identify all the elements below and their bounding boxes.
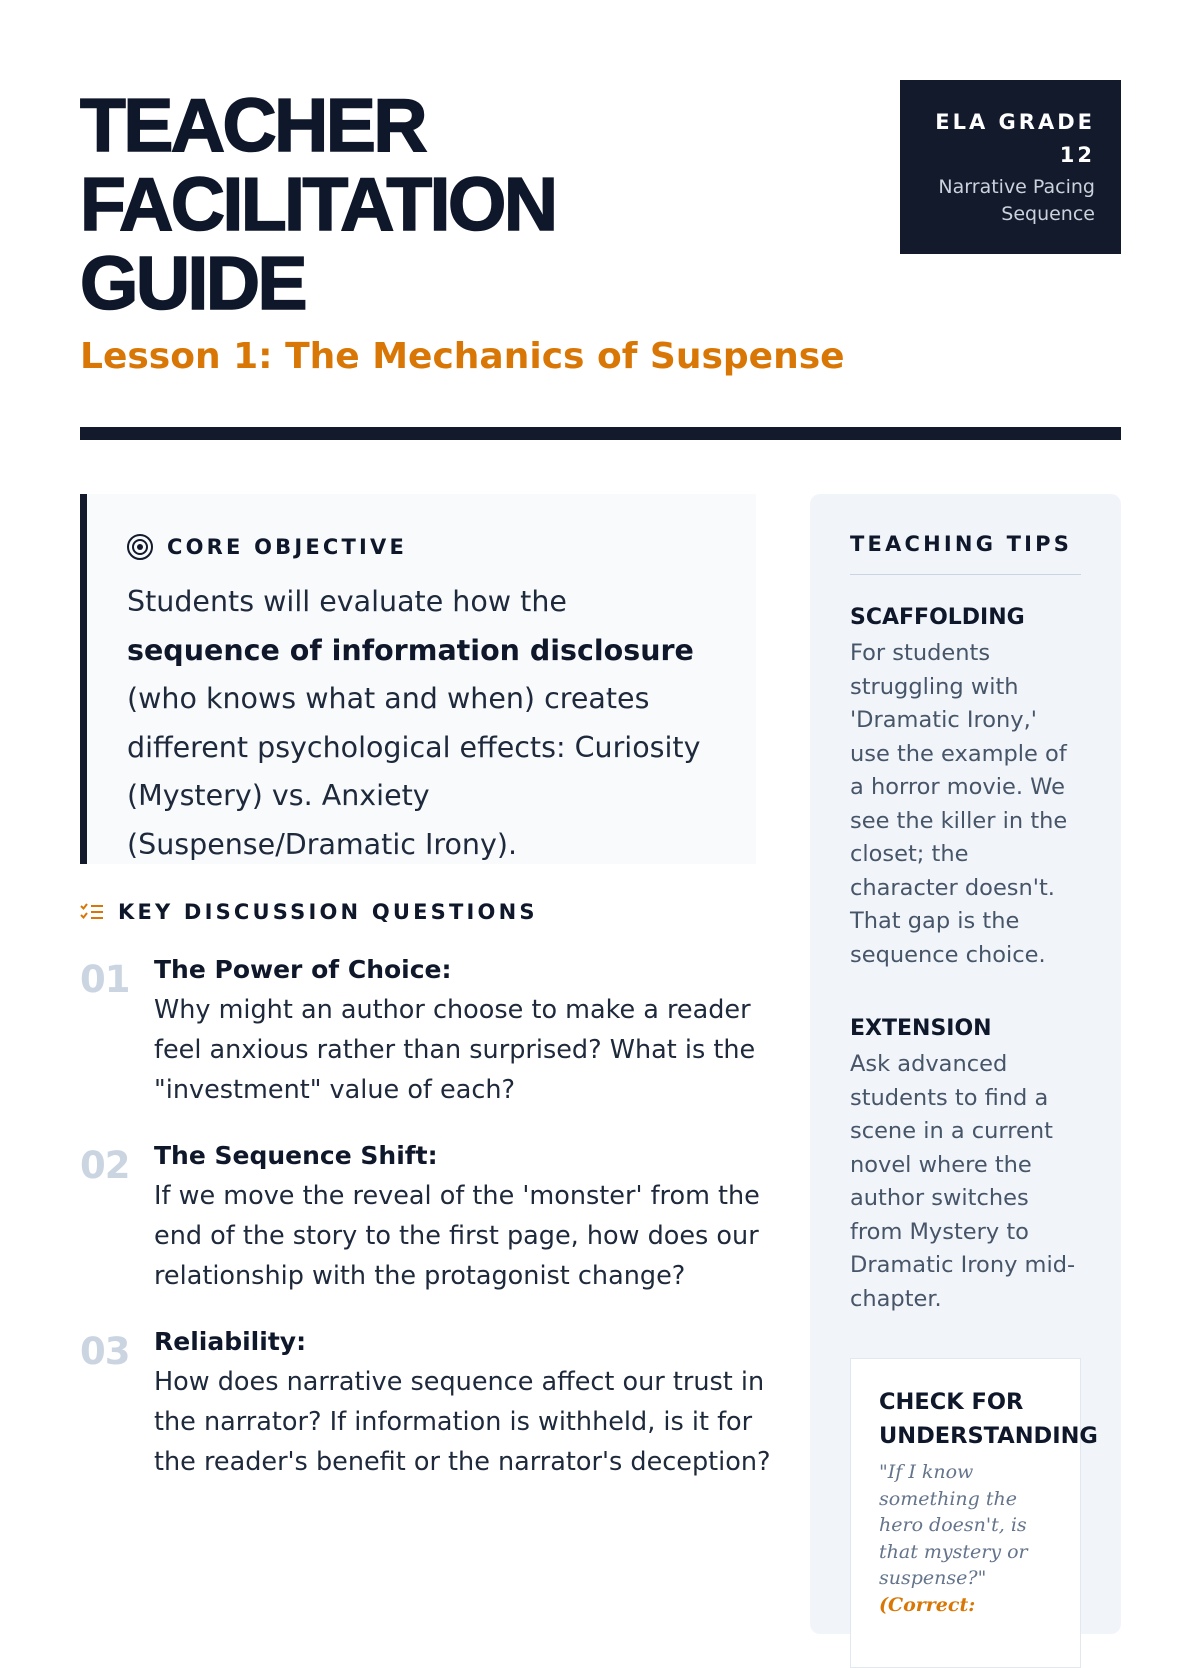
question-number: 02 [80,1144,130,1187]
check-title [879,1385,1098,1453]
question-item [80,1322,780,1482]
grade-badge [900,80,1121,254]
objective-text-part: Students will evaluate how the [127,585,567,618]
core-objective-header [127,534,726,560]
check-title-line: CHECK FOR [879,1389,1024,1415]
header-divider [80,427,1121,440]
grade-subtitle [910,174,1095,228]
question-text: If we move the reveal of the 'monster' from the end of the story to the first page, how does our relationship with the protagonist change? [154,1181,760,1291]
tip-text: Ask advanced students to find a scene in a current novel where the author switches from Mystery to Dramatic Irony mid-chapter. [850,1051,1076,1312]
guide-title [80,83,780,325]
question-title: The Power of Choice: [154,955,452,984]
grade-label [910,106,1095,172]
grade-subtitle-line: Narrative Pacing [938,176,1095,198]
question-title: Reliability: [154,1327,307,1356]
checklist-icon [80,902,104,922]
tip-title: SCAFFOLDING [850,605,1025,630]
check-title-line: UNDERSTANDING [879,1423,1098,1449]
tip-text: For students struggling with 'Dramatic Irony,' use the example of a horror movie. We see the killer in the closet; the character doesn't. That gap is the sequence choice. [850,640,1068,968]
check-answer: (Correct: [879,1593,976,1616]
title-line: TEACHER [80,83,426,167]
grade-subtitle-line: Sequence [1001,203,1095,225]
lesson-title: Lesson 1: The Mechanics of Suspense [80,336,845,377]
question-text: How does narrative sequence affect our trust in the narrator? If information is withheld, is it for the reader's benefit or the narrator's deception? [154,1367,771,1477]
title-line: FACILITATION [80,162,556,246]
question-item [80,1136,780,1296]
core-objective-panel [80,494,756,864]
grade-label-line: ELA GRADE [935,110,1095,134]
question-text: Why might an author choose to make a reader feel anxious rather than surprised? What is the "investment" value of each? [154,995,756,1105]
question-item [80,950,780,1110]
check-quote: "If I know something the hero doesn't, is that mystery or suspense?" [879,1461,1028,1589]
teaching-tips-heading: TEACHING TIPS [850,532,1081,575]
target-icon [127,534,153,560]
discussion-questions-heading: KEY DISCUSSION QUESTIONS [118,900,538,924]
scaffolding-tip [850,603,1081,972]
objective-text-emphasis: sequence of information disclosure [127,633,694,667]
discussion-questions-header [80,900,780,924]
core-objective-heading: CORE OBJECTIVE [167,535,408,559]
question-number: 03 [80,1330,130,1373]
extension-tip [850,1014,1081,1316]
discussion-questions-section [80,900,780,1482]
teaching-tips-panel [810,494,1121,1634]
check-for-understanding-card [850,1358,1098,1668]
objective-text-part: (who knows what and when) creates different psychological effects: Curiosity (Mystery) vs. Anxiety (Suspense/Dramatic Irony). [127,682,701,861]
title-line: GUIDE [80,241,306,325]
core-objective-text [127,578,726,869]
question-title: The Sequence Shift: [154,1141,438,1170]
tip-title: EXTENSION [850,1016,992,1041]
question-number: 01 [80,958,130,1001]
grade-label-line: 12 [1059,143,1095,167]
